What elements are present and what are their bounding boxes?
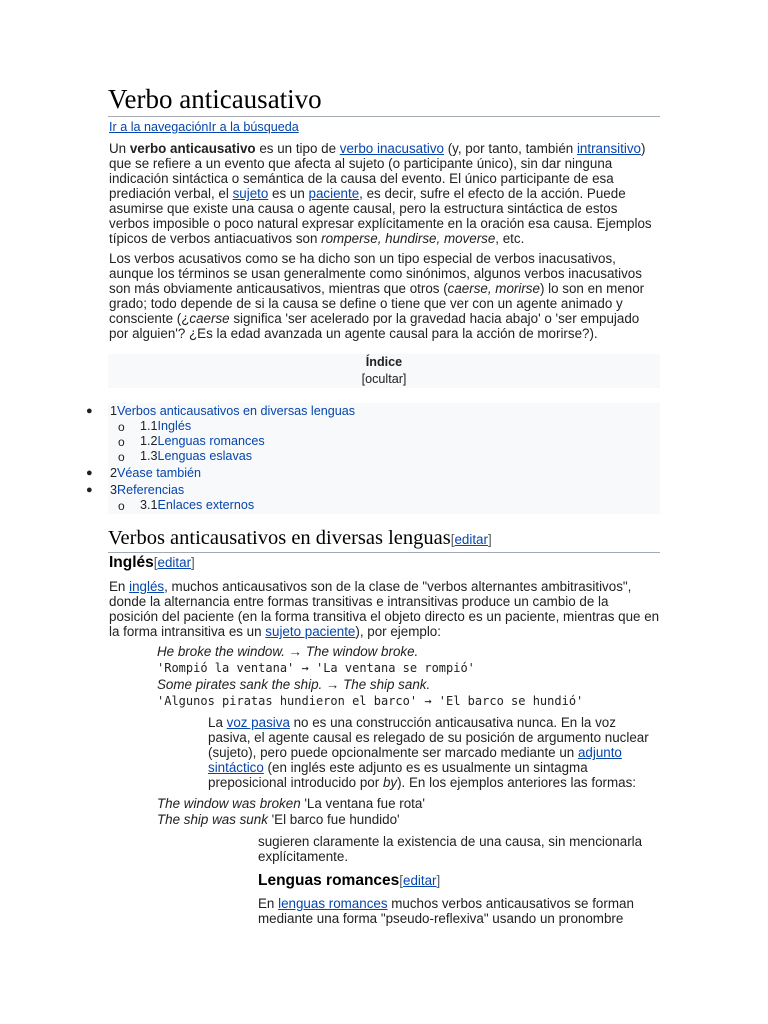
intro-paragraph-2: Los verbos acusativos como se ha dicho son un tipo especial de verbos inacusativos, aunque los términos se usan generalmente como sinónimos, algunos verbos inacusativos son más obviamente anticausativos, mientras que otros (caerse, morirse) lo son en menor grado; todo depende de si la causa se define o tiene que ver con un agente animado y consciente (¿caerse significa 'ser acelerado por la gravedad hacia abajo' o 'ser empujado por alguien'? ¿Es la edad avanzada un agente causal para la acción de morirse?). bbox=[109, 251, 645, 341]
passive-example: The ship was sunk 'El barco fue hundido' bbox=[157, 812, 400, 827]
subsection-heading-ingles: Inglés[editar] bbox=[109, 554, 195, 571]
link-sujeto-paciente[interactable]: sujeto paciente bbox=[265, 624, 356, 639]
toc-bullet: ● bbox=[86, 484, 93, 496]
edit-link[interactable]: editar bbox=[403, 873, 437, 888]
passive-example: The window was broken 'La ventana fue rota' bbox=[157, 796, 425, 811]
ingles-paragraph: En inglés, muchos anticausativos son de la clase de "verbos alternantes ambitrasitivos", donde la alternancia entre formas transitivas e intransitivas produce un cambio de la posición del paciente (en la forma transitiva el objeto directo es un paciente, mientras que en la forma intransitiva es un sujeto paciente), por ejemplo: bbox=[109, 579, 660, 639]
subsection-heading-lenguas-romances: Lenguas romances[editar] bbox=[258, 872, 441, 889]
jump-to-navigation-link[interactable]: Ir a la navegación bbox=[109, 120, 209, 134]
passive-note-paragraph: La voz pasiva no es una construcción anticausativa nunca. En la voz pasiva, el agente causal es relegado de su posición de argumento nuclear (sujeto), pero puede opcionalmente ser marcado mediante un adjunto sintáctico (en inglés este adjunto es es usualmente un sintagma preposicional introducido por by). En los ejemplos anteriores las formas: bbox=[208, 715, 649, 790]
toc-subbullet: o bbox=[118, 420, 125, 434]
link-verbo-inacusativo[interactable]: verbo inacusativo bbox=[339, 141, 444, 156]
link-ingles[interactable]: inglés bbox=[129, 579, 165, 594]
page-title: Verbo anticausativo bbox=[108, 82, 660, 117]
section-heading-verbos-anticausativos: Verbos anticausativos en diversas lenguas[editar] bbox=[108, 526, 660, 553]
toc-item[interactable]: 1Verbos anticausativos en diversas lenguas bbox=[110, 404, 356, 418]
romances-paragraph: En lenguas romances muchos verbos anticausativos se forman mediante una forma "pseudo-reflexiva" usando un pronombre bbox=[258, 896, 634, 926]
toc-subbullet: o bbox=[118, 499, 125, 513]
example-line: 'Rompió la ventana' → 'La ventana se rompió' bbox=[157, 661, 475, 675]
link-intransitivo[interactable]: intransitivo bbox=[576, 141, 641, 156]
toc-item[interactable]: 1.1Inglés bbox=[140, 419, 192, 433]
toc-item[interactable]: 2Véase también bbox=[110, 466, 202, 480]
edit-link[interactable]: editar bbox=[454, 532, 488, 547]
example-line: He broke the window. → The window broke. bbox=[157, 644, 419, 659]
toc-item[interactable]: 3Referencias bbox=[110, 483, 185, 497]
toc-list bbox=[86, 403, 660, 514]
toc-bullet: ● bbox=[86, 467, 93, 479]
toc-toggle[interactable]: [ocultar] bbox=[361, 372, 407, 386]
jump-to-search-link[interactable]: Ir a la búsqueda bbox=[208, 120, 299, 134]
toc-title: Índice bbox=[365, 355, 403, 369]
link-sujeto[interactable]: sujeto bbox=[232, 186, 269, 201]
toc-subbullet: o bbox=[118, 435, 125, 449]
toc-subbullet: o bbox=[118, 450, 125, 464]
example-line: Some pirates sank the ship. → The ship sank. bbox=[157, 677, 431, 692]
jump-links bbox=[109, 120, 299, 135]
link-lenguas-romances[interactable]: lenguas romances bbox=[278, 896, 388, 911]
toc-item[interactable]: 1.2Lenguas romances bbox=[140, 434, 265, 448]
passive-conclusion: sugieren claramente la existencia de una causa, sin mencionarla explícitamente. bbox=[258, 834, 643, 864]
toc-bullet: ● bbox=[86, 405, 93, 417]
example-line: 'Algunos piratas hundieron el barco' → 'El barco se hundió' bbox=[157, 694, 584, 708]
link-adjunto-sintactico[interactable]: adjunto sintáctico bbox=[208, 745, 622, 775]
toc-item[interactable]: 1.3Lenguas eslavas bbox=[140, 449, 253, 463]
toc-item[interactable]: 3.1Enlaces externos bbox=[140, 498, 255, 512]
link-paciente[interactable]: paciente bbox=[308, 186, 360, 201]
link-voz-pasiva[interactable]: voz pasiva bbox=[226, 715, 290, 730]
edit-link[interactable]: editar bbox=[157, 555, 192, 570]
intro-paragraph-1: Un verbo anticausativo es un tipo de verbo inacusativo (y, por tanto, también intransitivo) que se refiere a un evento que afecta al sujeto (o participante único), sin dar ninguna indicación sintáctica o semántica de la causa del evento. El único participante de esa prediación verbal, el sujeto es un paciente, es decir, sufre el efecto de la acción. Puede asumirse que existe una causa o agente causal, pero la estructura sintáctica de estos verbos imposible o poco natural expresar explícitamente en la oración esa causa. Ejemplos típicos de verbos antiacuativos son romperse, hundirse, moverse, etc. bbox=[109, 141, 652, 246]
toc-header bbox=[108, 354, 660, 388]
